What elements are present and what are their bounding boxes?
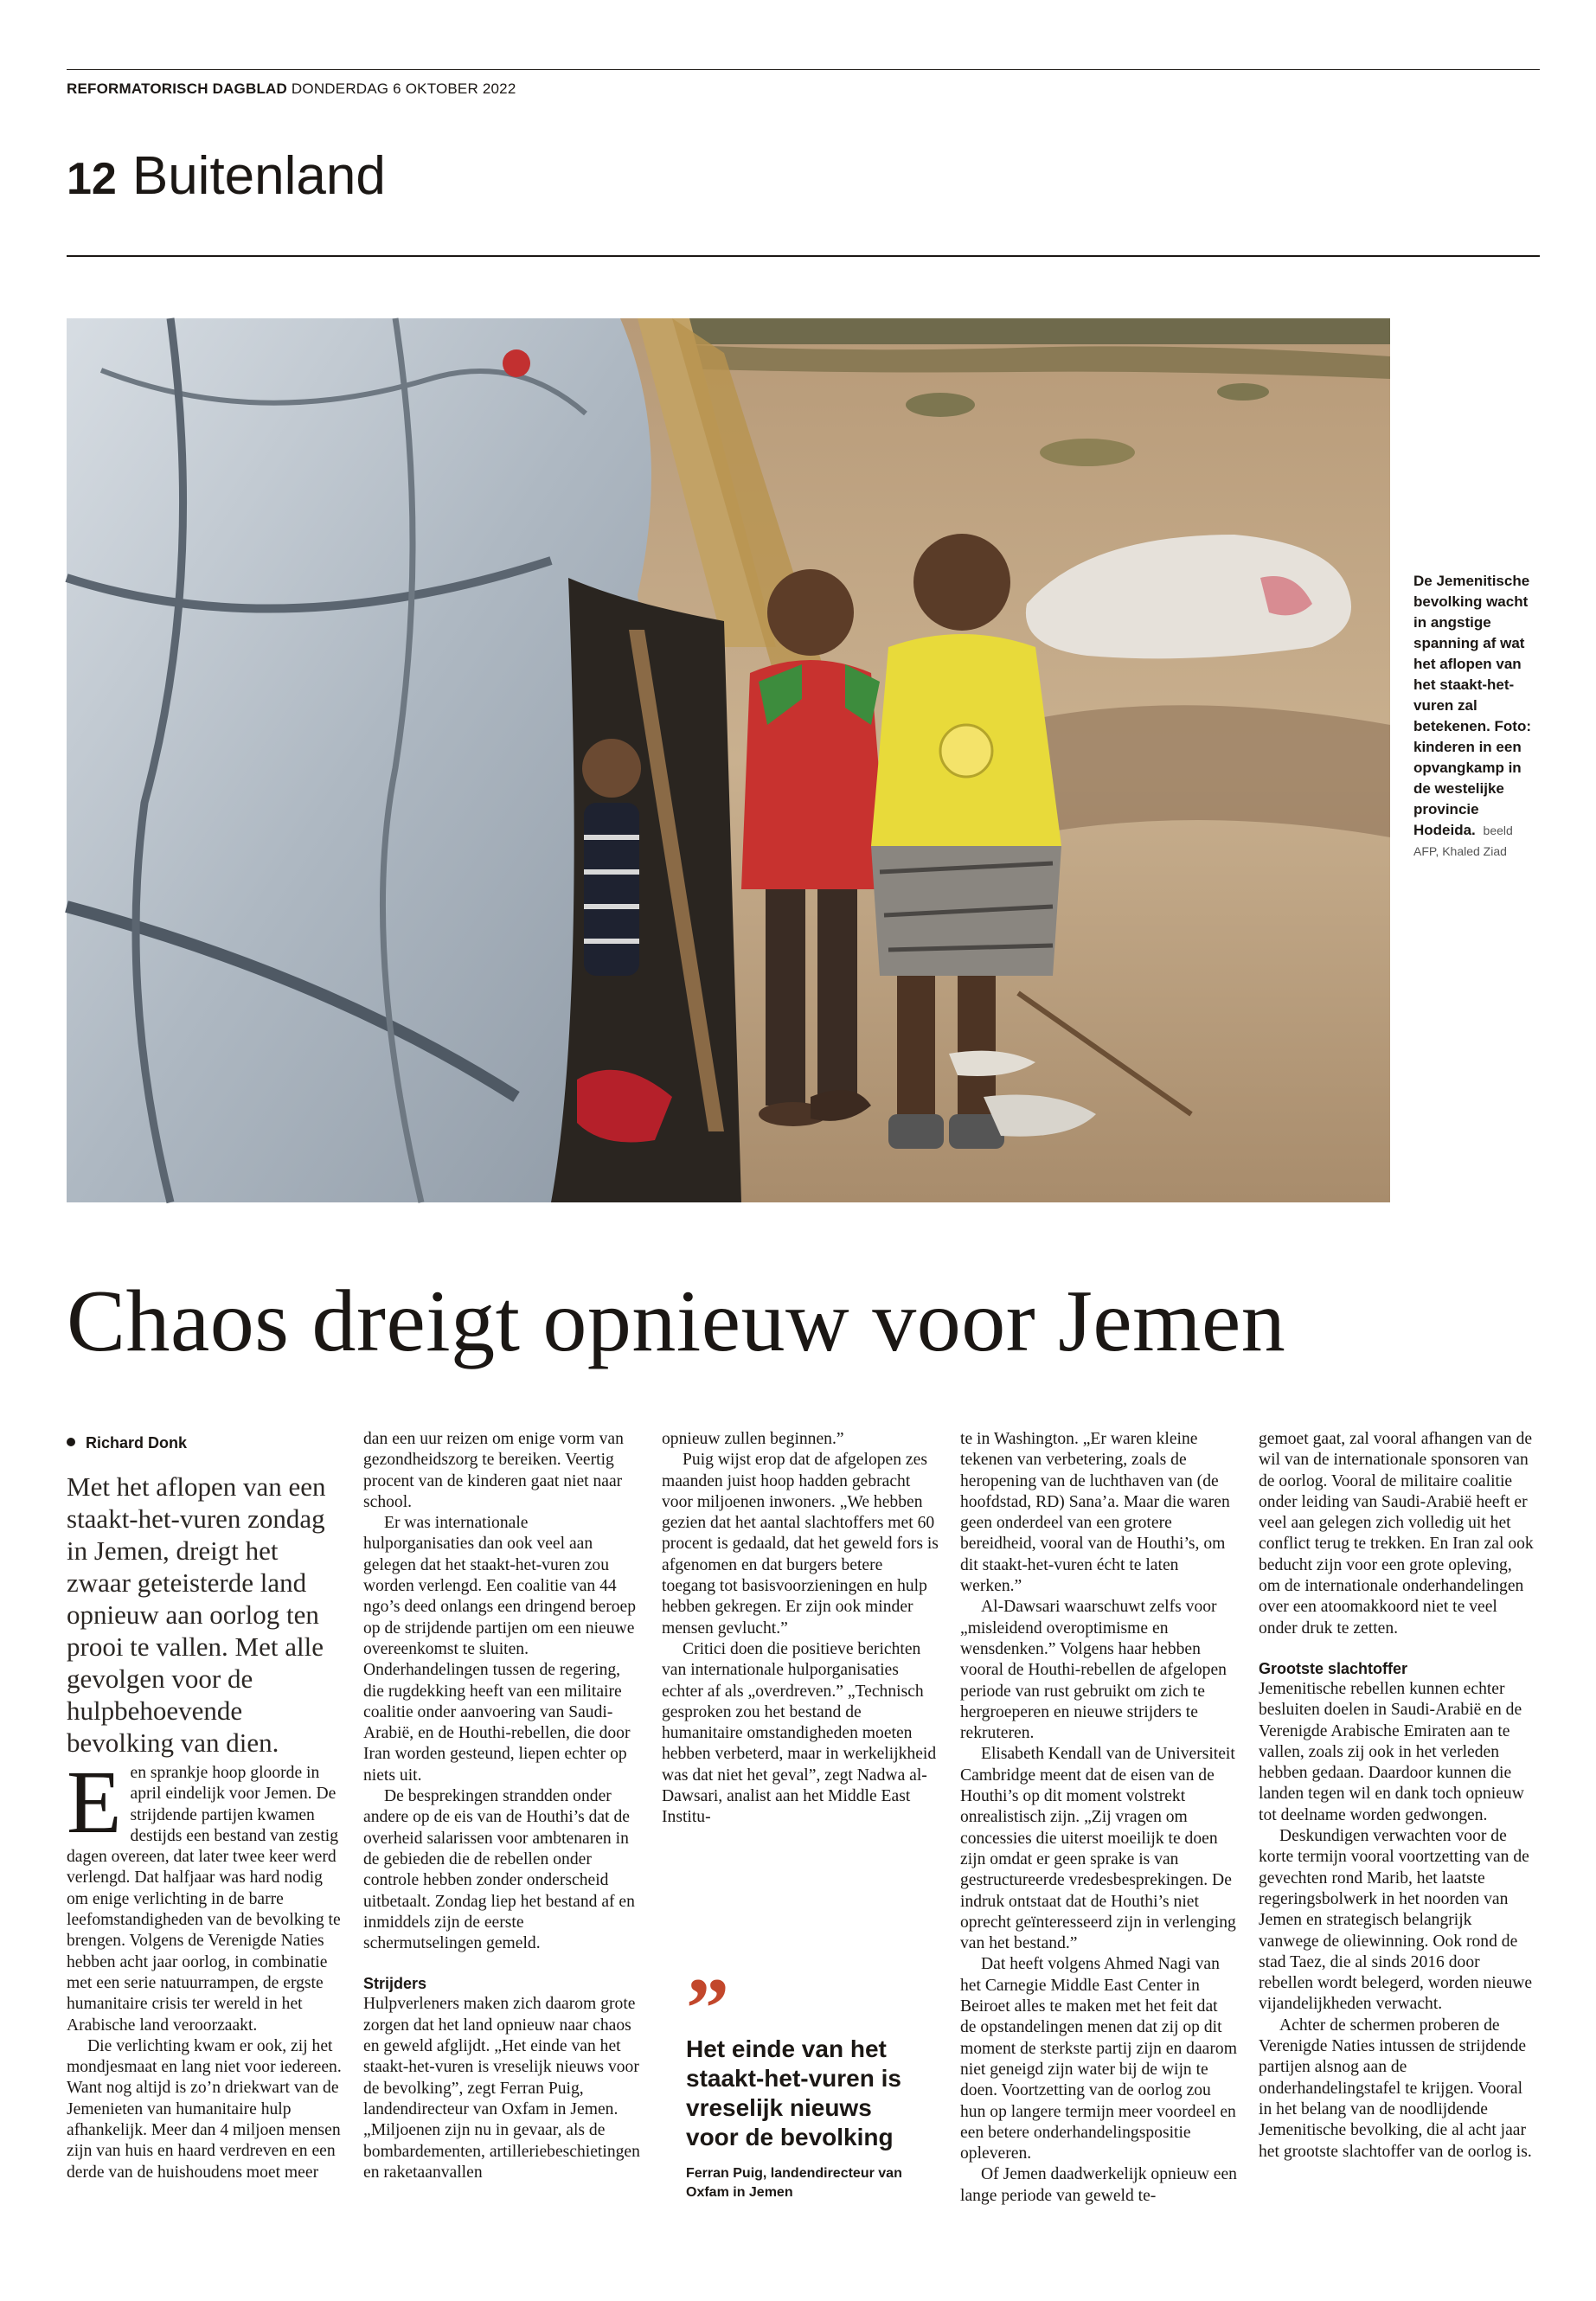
body-column-2 [363,1429,640,2183]
body-paragraph: Of Jemen daadwerkelijk opnieuw een lange periode van geweld te- [960,2165,1237,2205]
section-name: Buitenland [131,146,386,206]
body-paragraph: Er was internationale hulporganisaties dan ook veel aan gelegen dat het staakt-het-vuren zou worden verlengd. Een coalitie van 44 ngo’s deed onlangs een dringend beroep op de strijdende partijen om een nieuwe overeenkomst te sluiten. Onderhandelingen tussen de regering, die rugdekking heeft van een militaire coalitie onder aanvoering van Saudi-Arabië, en de Houthi-rebellen, die door Iran worden gesteund, liepen echter op niets uit. [363,1514,637,1785]
photo-caption [1413,571,1542,862]
top-rule [67,69,1540,70]
subhead-strijders: Strijders [363,1975,427,1993]
drop-cap: E [67,1753,122,1852]
masthead-paper: REFORMATORISCH DAGBLAD [67,80,287,97]
caption-credit-label: beeld [1483,824,1513,837]
page-number: 12 [67,154,117,204]
body-column-1 [67,1753,343,2183]
body-paragraph: Een sprankje hoop gloorde in april eindelijk voor Jemen. De strijdende partijen kwamen destijds een bestand van zestig dagen overeen, dat later twee keer werd verlengd. Dat halfjaar was hard nodig om enige verlichting in de barre leefomstandigheden van de bevolking te brengen. Volgens de Verenigde Naties hebben acht jaar oorlog, in combinatie met een serie natuurrampen, de ergste humanitaire crisis ter wereld in het Arabische land veroorzaakt. [67,1753,341,2035]
quote-mark-icon: ” [686,1960,729,2056]
body-column-5 [1259,1429,1535,2163]
section-rule [67,255,1540,257]
body-paragraph: Dat heeft volgens Ahmed Nagi van het Carnegie Middle East Center in Beiroet alles te maken met het feit dat de opstandelingen menen dat zij op dit moment de sterkste partij zijn en daarom niet geneigd zijn water bij de wijn te doen. Voortzetting van de oorlog zou hun op langere termijn meer voordeel en een betere onderhandelingspositie opleveren. [960,1955,1237,2163]
body-column-4 [960,1429,1237,2207]
masthead [67,80,516,98]
body-paragraph: gemoet gaat, zal vooral afhangen van de wil van de internationale sponsoren van de oorlog. Vooral de militaire coalitie onder leiding van Saudi-Arabië heeft er veel aan gelegen zich volledig uit het conflict terug te trekken. En Iran zal ook beducht zijn voor een grote opleving, om de internationale onderhandelingen over een atoomakkoord niet te veel onder druk te zetten. [1259,1430,1534,1638]
body-paragraph: De besprekingen strandden onder andere op de eis van de Houthi’s dat de overheid salarissen voor ambtenaren in de gebieden die de rebellen onder controle hebben zonder onderscheid uitbetaalt. Zondag liep het bestand af en inmiddels zijn de eerste schermutselingen gemeld. [363,1787,635,1953]
body-paragraph: Hulpverleners maken zich daarom grote zorgen dat het land opnieuw naar chaos en geweld afglijdt. „Het einde van het staakt-het-vuren is vreselijk nieuws voor de bevolking”, zegt Ferran Puig, landendirecteur van Oxfam in Jemen. „Miljoenen zijn nu in gevaar, als de bombardementen, artilleriebeschietingen en raketaanvallen [363,1995,640,2182]
headline: Chaos dreigt opnieuw voor Jemen [67,1272,1286,1370]
lead-paragraph: Met het aflopen van een staakt-het-vuren zondag in Jemen, dreigt het zwaar geteisterde land opnieuw aan oorlog ten prooi te vallen. Met alle gevolgen voor de hulpbehoevende bevolking van dien. [67,1471,326,1758]
body-paragraph: dan een uur reizen om enige vorm van gezondheidszorg te bereiken. Veertig procent van de kinderen gaat niet naar school. [363,1430,624,1511]
byline [67,1434,187,1452]
body-paragraph: Al-Dawsari waarschuwt zelfs voor „misleidend overoptimisme en wensdenken.” Volgens haar hebben vooral de Houthi-rebellen de afgelopen periode van rust gebruikt om zich te hergroeperen en nieuwe strijders te rekruteren. [960,1598,1227,1743]
body-paragraph: Puig wijst erop dat de afgelopen zes maanden juist hoop hadden gebracht voor miljoenen inwoners. „We hebben gezien dat het aantal slachtoffers met 60 procent is gedaald, dat het geweld fors is afgenomen en dat burgers betere toegang tot basisvoorzieningen en hulp hebben gekregen. Er zijn ook minder mensen gevlucht.” [662,1451,939,1638]
body-column-3 [662,1429,939,1829]
byline-author: Richard Donk [86,1434,188,1452]
body-paragraph: Deskundigen verwachten voor de korte termijn vooral voortzetting van de gevechten rond Marib, het laatste regeringsbolwerk in het noorden van Jemen en strategisch belangrijk vanwege de oliewinning. Ook rond de stad Taez, die al sinds 2016 door rebellen wordt belegerd, worden nieuwe vijandelijkheden verwacht. [1259,1827,1533,2014]
masthead-date: DONDERDAG 6 OKTOBER 2022 [291,80,516,97]
body-paragraph: Die verlichting kwam er ook, zij het mondjesmaat en lang niet voor iedereen. Want nog altijd is zo’n driekwart van de Jemenieten van humanitaire hulp afhankelijk. Meer dan 4 miljoen mensen zijn van huis en haard verdreven en een derde van de huishoudens moet meer [67,2036,342,2182]
subhead-grootste-slachtoffer: Grootste slachtoffer [1259,1659,1408,1677]
body-paragraph: Jemenitische rebellen kunnen echter besluiten doelen in Saudi-Arabië en de Verenigde Arabische Emiraten aan te vallen, zoals zij ook in het verleden hebben gedaan. Daardoor kunnen die landen tegen wil en dank toch opnieuw tot deelname worden gedwongen. [1259,1679,1524,1824]
caption-text: De Jemenitische bevolking wacht in angstige spanning af wat het aflopen van het staakt-het-vuren zal betekenen. Foto: kinderen in een opvangkamp in de westelijke provincie Hodeida. [1413,573,1532,838]
body-paragraph: opnieuw zullen beginnen.” [662,1430,844,1448]
body-paragraph: Elisabeth Kendall van de Universiteit Cambridge meent dat de eisen van de Houthi’s op dit moment volstrekt onrealistisch zijn. „Zij vragen om concessies die uiterst moeilijk te doen zijn omdat er geen sprake is van gestructureerde vredesbesprekingen. De indruk ontstaat dat de Houthi’s niet oprecht geïnteresseerd zijn in verlenging van het bestand.” [960,1745,1236,1953]
body-paragraph: Achter de schermen proberen de Verenigde Naties intussen de strijdende partijen alsnog aan de onderhandelingstafel te krijgen. Vooral in het belang van de noodlijdende Jemenitische bevolking, die al acht jaar het grootste slachtoffer van de oorlog is. [1259,2016,1532,2161]
pull-quote-text: Het einde van het staakt-het-vuren is vreselijk nieuws voor de bevolking [686,2035,901,2150]
pull-quote-source: Ferran Puig, landendirecteur van Oxfam in Jemen [686,2166,902,2200]
caption-credit: AFP, Khaled Ziad [1413,844,1507,858]
photo-illustration [67,318,1390,1202]
byline-bullet [67,1438,75,1446]
pull-quote [686,1960,902,2202]
article-photo [67,318,1390,1202]
body-paragraph: Critici doen die positieve berichten van internationale hulporganisaties echter af als „overdreven.” „Technisch gesproken zou het bestand de humanitaire omstandigheden moeten hebben verbeterd, maar in werkelijkheid was dat niet het geval”, zegt Nadwa al-Dawsari, analist aan het Middle East Institu- [662,1639,937,1827]
body-paragraph: te in Washington. „Er waren kleine tekenen van verbetering, zoals de heropening van de luchthaven van (de hoofdstad, RD) Sana’a. Maar die waren geen onderdeel van een grotere bereidheid, vooral van de Houthi’s, om dit staakt-het-vuren écht te laten werken.” [960,1430,1230,1596]
section-header [67,145,386,207]
